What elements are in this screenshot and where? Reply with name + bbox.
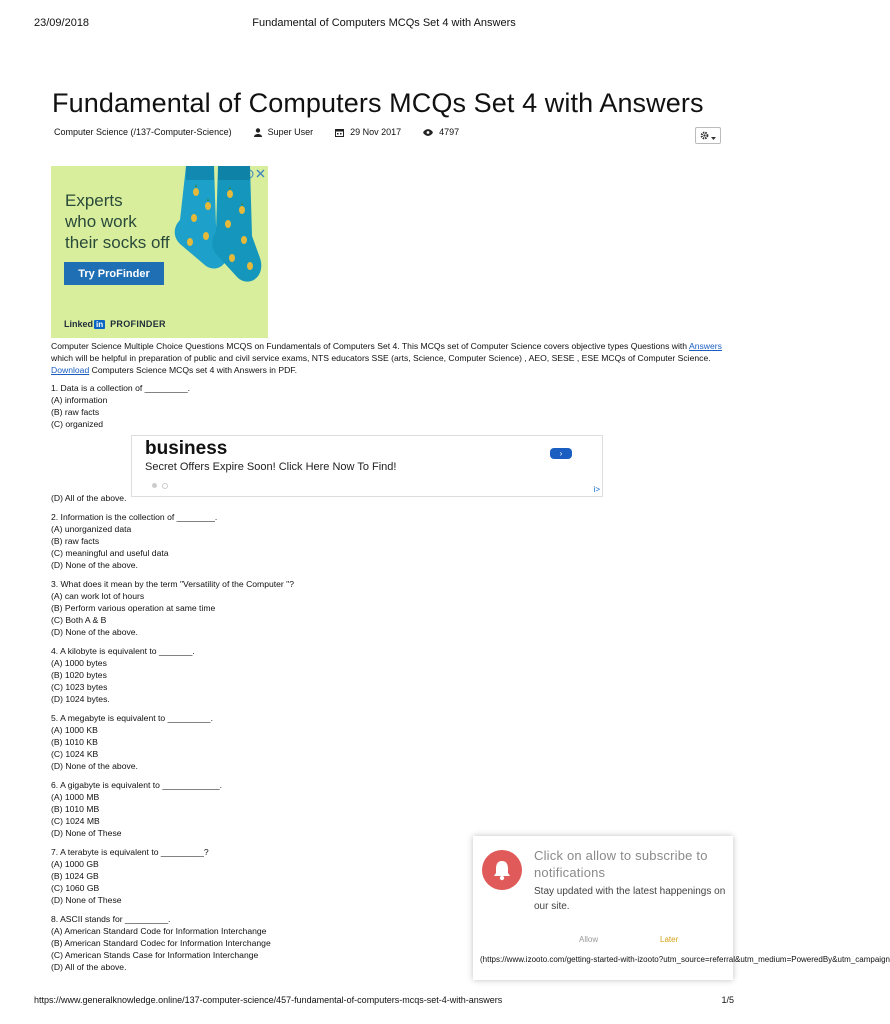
gear-icon <box>700 127 709 145</box>
category-link[interactable]: Computer Science (/137-Computer-Science) <box>54 127 232 137</box>
question-2: 2. Information is the collection of ________. (A) unorganized data (B) raw facts (C) meaningful and useful data (D) None of the above. <box>51 512 218 570</box>
question-1: 1. Data is a collection of _________. (A) information (B) raw facts (C) organized <box>51 383 191 429</box>
ad-pagination-dots <box>152 483 168 489</box>
question-5: 5. A megabyte is equivalent to _________. (A) 1000 KB (B) 1010 KB (C) 1024 KB (D) None of the above. <box>51 713 213 771</box>
notification-title: Click on allow to subscribe to notifications <box>534 848 708 880</box>
caret-down-icon <box>711 127 716 145</box>
ad-business-subtext: Secret Offers Expire Soon! Click Here Now To Find! <box>145 461 397 473</box>
article-body <box>51 340 723 430</box>
print-footer-url: https://www.generalknowledge.online/137-computer-science/457-fundamental-of-computers-mcqs-set-4-with-answers <box>34 995 503 1005</box>
bell-icon <box>482 850 522 890</box>
author-name: Super User <box>267 127 314 137</box>
question-3: 3. What does it mean by the term "Versatility of the Computer "? (A) can work lot of hours (B) Perform various operation at same time (C) Both A & B (D) None of the above. <box>51 579 295 637</box>
user-icon <box>254 128 262 137</box>
notification-prompt <box>473 836 890 980</box>
ad-choices-icon[interactable]: i> <box>593 485 600 494</box>
profinder-ad[interactable] <box>51 166 268 338</box>
question-1-option-d: (D) All of the above. <box>51 493 127 503</box>
business-ad[interactable] <box>131 435 603 497</box>
allow-button[interactable]: Allow <box>579 935 599 944</box>
question-4: 4. A kilobyte is equivalent to _______. (A) 1000 bytes (B) 1020 bytes (C) 1023 bytes (D) 1024 bytes. <box>51 646 195 704</box>
article-tools-button[interactable] <box>695 127 721 144</box>
intro-paragraph: Computer Science Multiple Choice Questions MCQS on Fundamentals of Computers Set 4. This MCQs set of Computer Science covers objective types Questions with Answers which will be helpful in preparation of public and civil service exams, NTS educators SSE (arts, Science, Computer Science) , AEO, SESE , ESE MCQs of Computer Science. Download Computers Science MCQs set 4 with Answers in PDF. <box>51 341 722 375</box>
print-page-number: 1/5 <box>721 995 734 1005</box>
ad-arrow-button[interactable]: › <box>550 448 572 459</box>
download-link[interactable]: Download <box>51 365 90 375</box>
ad-headline: Experts who work their socks off <box>65 191 170 252</box>
question-6: 6. A gigabyte is equivalent to ____________. (A) 1000 MB (B) 1010 MB (C) 1024 MB (D) None of These <box>51 780 223 838</box>
view-count: 4797 <box>439 127 460 137</box>
questions-list <box>51 492 294 973</box>
article-meta <box>54 127 459 137</box>
eye-icon <box>423 129 433 136</box>
powered-by-link[interactable]: (https://www.izooto.com/getting-started-with-izooto?utm_source=referral&utm_medium=PoweredBy&utm_campaign <box>480 955 890 964</box>
linkedin-profinder-logo: Linked in PROFINDER <box>64 319 166 329</box>
print-date: 23/09/2018 <box>34 17 90 29</box>
answers-link[interactable]: Answers <box>688 341 722 351</box>
ad-business-headline: business <box>145 438 228 459</box>
publish-date: 29 Nov 2017 <box>350 127 402 137</box>
later-button[interactable]: Later <box>660 935 679 944</box>
print-header-title: Fundamental of Computers MCQs Set 4 with Answers <box>252 17 516 29</box>
notification-body: Stay updated with the latest happenings on our site. <box>534 886 726 912</box>
socks-illustration <box>166 166 268 306</box>
page-title: Fundamental of Computers MCQs Set 4 with Answers <box>52 88 704 118</box>
calendar-icon <box>335 128 344 137</box>
question-8: 8. ASCII stands for _________. (A) American Standard Code for Information Interchange (B) American Standard Codec for Information Interchange (C) American Stands Case for Information Interchange (D) All of the above. <box>51 914 271 972</box>
try-profinder-button[interactable]: Try ProFinder <box>64 262 164 285</box>
question-7: 7. A terabyte is equivalent to _________? (A) 1000 GB (B) 1024 GB (C) 1060 GB (D) None of These <box>51 847 209 905</box>
